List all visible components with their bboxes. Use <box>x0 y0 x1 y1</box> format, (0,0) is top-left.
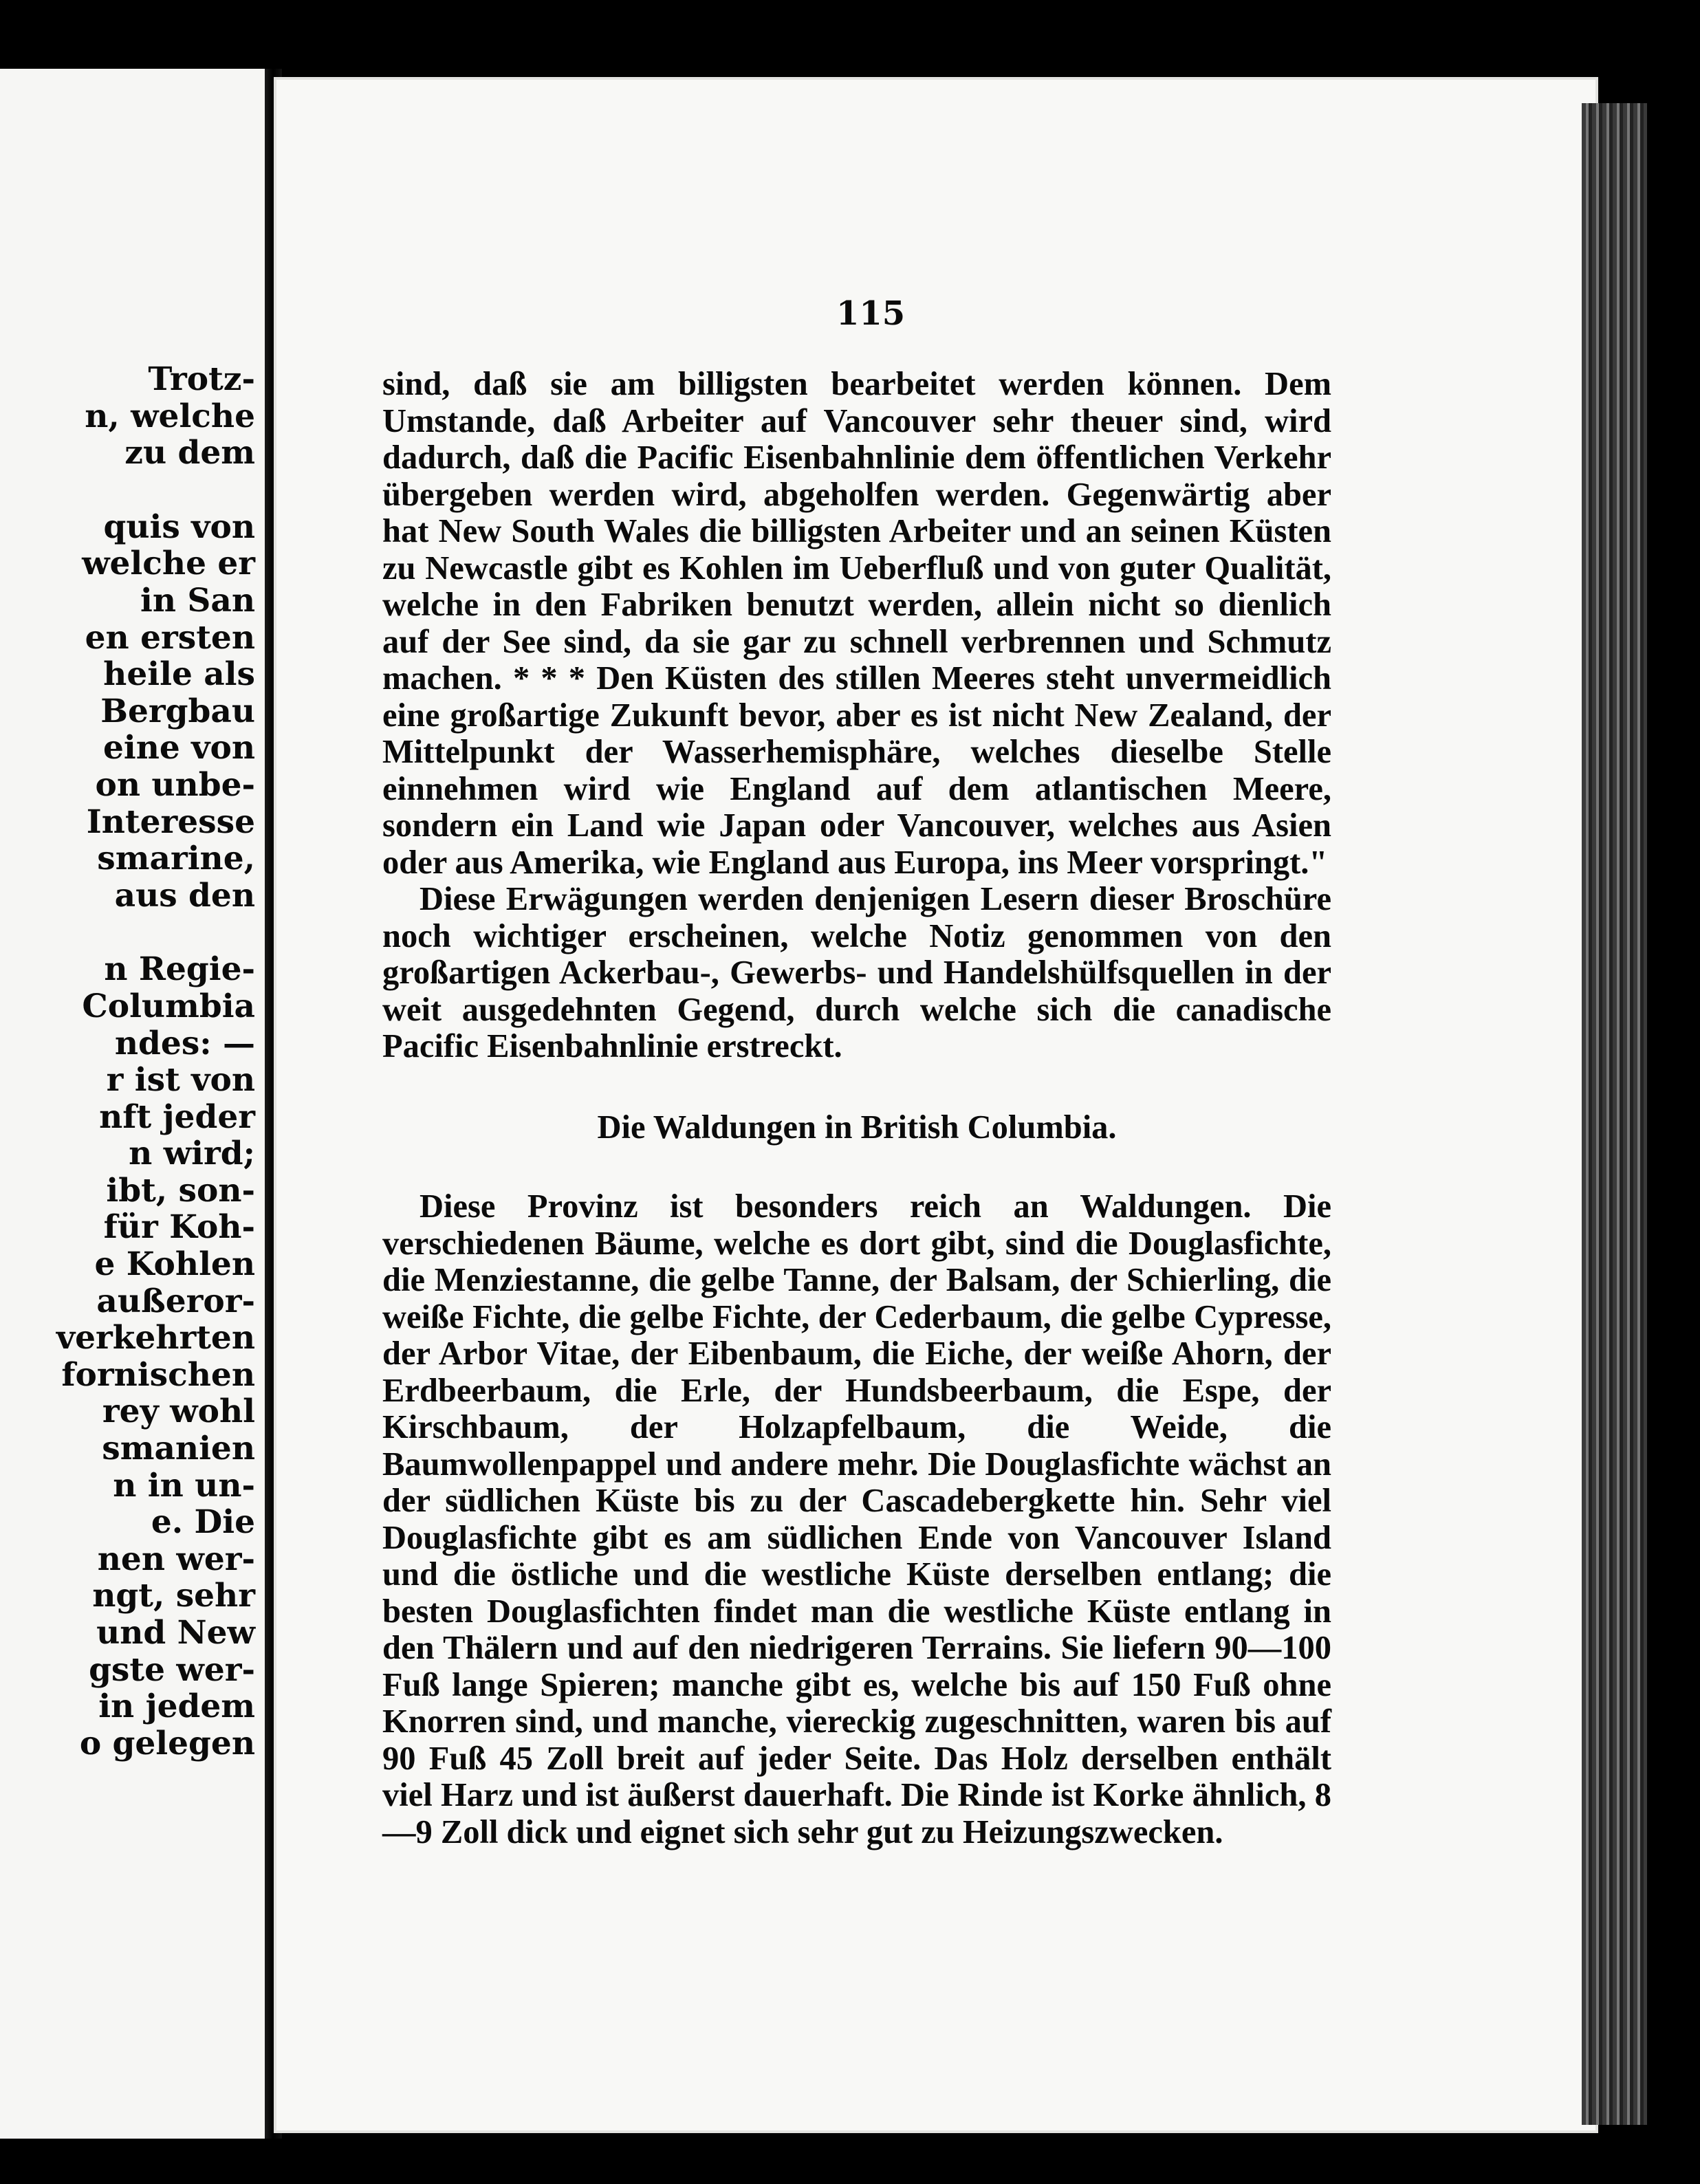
previous-page-fragment <box>0 69 265 2139</box>
previous-page-line: o gelegen <box>79 1724 255 1762</box>
previous-page-line: in jedem <box>98 1688 255 1726</box>
previous-page-line: eine von <box>102 729 255 767</box>
line-gap <box>56 472 255 509</box>
previous-page-line: Trotz- <box>148 360 255 398</box>
previous-page-line: n wird; <box>129 1135 255 1173</box>
previous-page-line: aus den <box>114 876 255 915</box>
previous-page-line: heile als <box>103 655 255 694</box>
previous-page-line: fornischen <box>61 1355 255 1394</box>
paragraph-2: Diese Erwägungen werden denjenigen Lesern dieser Broschüre noch wichtiger erscheinen, welche Notiz genommen von den großartigen Ackerbau-, Gewerbs- und Handelshülfsquellen in der weit ausgedehnten Gegend, durch welche sich die canadische Pacific Eisenbahnlinie erstreckt. <box>382 881 1331 1064</box>
previous-page-line: in San <box>140 581 255 620</box>
previous-page-line: Columbia <box>82 987 255 1025</box>
previous-page-line: ngt, sehr <box>92 1577 255 1615</box>
previous-page-line: e Kohlen <box>94 1245 255 1284</box>
previous-page-line: on unbe- <box>95 765 255 804</box>
previous-page-line: n, welche <box>85 397 255 435</box>
previous-page-line: welche er <box>82 545 255 583</box>
line-gap <box>56 914 255 951</box>
previous-page-line: ndes: — <box>114 1024 255 1062</box>
previous-page-line: nen wer- <box>97 1540 255 1578</box>
previous-page-line: en ersten <box>85 618 255 657</box>
previous-page-line: smarine, <box>97 840 255 878</box>
previous-page-line: r ist von <box>106 1061 255 1100</box>
page-edges <box>1582 103 1647 2125</box>
previous-page-line: rey wohl <box>102 1393 255 1431</box>
page-body <box>382 366 1331 1850</box>
previous-page-line: ibt, son- <box>106 1171 255 1210</box>
previous-page-line: und New <box>96 1614 255 1652</box>
previous-page-line: Interesse <box>86 802 255 841</box>
previous-page-line: smanien <box>102 1430 255 1468</box>
previous-page-line: außeror- <box>96 1282 255 1320</box>
previous-page-line: verkehrten <box>56 1319 255 1357</box>
previous-page-line: n in un- <box>113 1466 255 1505</box>
previous-page-line: Bergbau <box>100 692 255 730</box>
previous-page-line: n Regie- <box>104 950 255 989</box>
section-heading: Die Waldungen in British Columbia. <box>597 1109 1117 1146</box>
page-number: 115 <box>836 294 906 333</box>
previous-page-line: gste wer- <box>89 1650 255 1689</box>
paragraph-3: Diese Provinz ist besonders reich an Waldungen. Die verschiedenen Bäume, welche es dort gibt, sind die Douglasfichte, die Menziestanne, die gelbe Tanne, der Balsam, der Schierling, die weiße Fichte, die gelbe Fichte, der Cederbaum, die gelbe Cypresse, der Arbor Vitae, der Eibenbaum, die Eiche, der weiße Ahorn, der Erdbeerbaum, die Erle, der Hundsbeerbaum, die Espe, der Kirschbaum, der Holzapfelbaum, die Weide, die Baumwollenpappel und andere mehr. Die Douglasfichte wächst an der südlichen Küste bis zu der Cascadebergkette hin. Sehr viel Douglasfichte gibt es am südlichen Ende von Vancouver Island und die östliche und die westliche Küste derselben entlang; die besten Douglasfichten findet man die westliche Küste entlang in den Thälern und auf den niedrigeren Terrains. Sie liefern 90—100 Fuß lange Spieren; manche gibt es, welche bis auf 150 Fuß ohne Knorren sind, und manche, viereckig zugeschnitten, waren bis auf 90 Fuß 45 Zoll breit auf jeder Seite. Das Holz derselben enthält viel Harz und ist äußerst dauerhaft. Die Rinde ist Korke ähnlich, 8—9 Zoll dick und eignet sich sehr gut zu Heizungszwecken. <box>382 1188 1331 1850</box>
previous-page-line: nft jeder <box>99 1098 255 1136</box>
paragraph-1: sind, daß sie am billigsten bearbeitet werden können. Dem Umstande, daß Arbeiter auf Vancouver sehr theuer sind, wird dadurch, daß die Pacific Eisenbahnlinie dem öffentlichen Verkehr übergeben werden wird, abgeholfen werden. Gegenwärtig aber hat New South Wales die billigsten Arbeiter und an seinen Küsten zu Newcastle gibt es Kohlen im Ueberfluß und von guter Qualität, welche in den Fabriken benutzt werden, allein nicht so dienlich auf der See sind, da sie gar zu schnell verbrennen und Schmutz machen. * * * Den Küsten des stillen Meeres steht unvermeidlich eine großartige Zukunft bevor, aber es ist nicht New Zealand, der Mittelpunkt der Wasserhemisphäre, welches dieselbe Stelle einnehmen wird wie England auf dem atlantischen Meere, sondern ein Land wie Japan oder Vancouver, welches aus Asien oder aus Amerika, wie England aus Europa, ins Meer vorspringt." <box>382 366 1331 881</box>
previous-page-line: e. Die <box>151 1503 255 1542</box>
previous-page-line: zu dem <box>124 434 255 472</box>
previous-page-line: quis von <box>103 507 255 546</box>
previous-page-line: für Koh- <box>103 1208 255 1247</box>
previous-page-text <box>56 361 255 1762</box>
